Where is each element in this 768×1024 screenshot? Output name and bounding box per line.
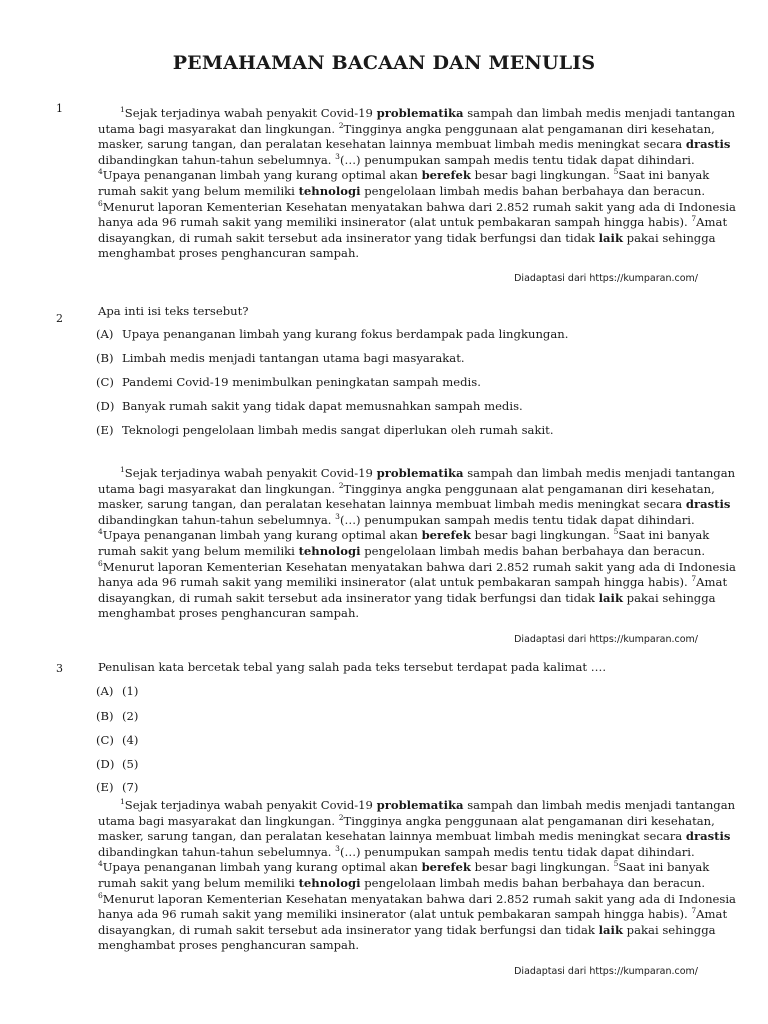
passage-text: Amat <box>696 907 728 922</box>
answer-option[interactable] <box>96 327 568 341</box>
passage-text: pakai sehingga <box>622 230 716 245</box>
passage-text: Sejak terjadinya wabah penyakit Covid-19 <box>124 466 377 480</box>
passage-text: Sejak terjadinya wabah penyakit Covid-19 <box>124 798 377 812</box>
sentence-number: 3 <box>335 151 340 161</box>
passage-text: Upaya penanganan limbah yang kurang optimal akan <box>102 528 422 543</box>
passage-line <box>98 906 728 923</box>
sentence-number: 2 <box>338 812 344 822</box>
sentence-number: 4 <box>98 859 103 869</box>
passage-text: Saat ini banyak <box>618 168 710 183</box>
answer-option[interactable] <box>96 423 554 437</box>
option-label: (E) <box>96 780 114 794</box>
passage-line <box>98 105 736 122</box>
option-text: (1) <box>122 684 139 698</box>
option-text: (2) <box>122 709 139 723</box>
passage-text: Saat ini banyak <box>618 528 710 543</box>
passage-line <box>98 527 710 544</box>
bold-word: berefek <box>421 528 471 543</box>
sentence-number: 6 <box>98 890 103 900</box>
answer-option[interactable] <box>96 757 138 771</box>
passage-text: masker, sarung tangan, dan peralatan kesehatan lainnya membuat limbah medis meningkat secara <box>98 497 686 512</box>
passage-text: hanya ada 96 rumah sakit yang memiliki insinerator (alat untuk pembakaran sampah hingga habis). <box>98 575 692 590</box>
passage-line <box>98 137 731 153</box>
sentence-number: 7 <box>691 574 697 584</box>
option-label: (B) <box>96 709 114 723</box>
passage-text: Sejak terjadinya wabah penyakit Covid-19 <box>124 106 377 120</box>
question-text: Apa inti isi teks tersebut? <box>98 304 249 318</box>
passage-text: Amat <box>696 575 728 590</box>
passage-line <box>98 845 704 861</box>
passage-line <box>98 230 716 247</box>
passage-text: masker, sarung tangan, dan peralatan kesehatan lainnya membuat limbah medis meningkat secara <box>98 829 686 844</box>
passage-text: Amat <box>696 215 728 230</box>
bold-word: drastis <box>685 137 731 152</box>
passage-text: rumah sakit yang belum memiliki <box>98 183 299 198</box>
passage-text: Menurut laporan Kementerian Kesehatan menyatakan bahwa dari 2.852 rumah sakit yang ada di Indonesia <box>102 891 736 906</box>
passage-text: besar bagi lingkungan. <box>470 860 614 875</box>
passage-text: hanya ada 96 rumah sakit yang memiliki insinerator (alat untuk pembakaran sampah hingga habis). <box>98 215 692 230</box>
bold-word: laik <box>598 590 623 605</box>
bold-word: problematika <box>376 798 464 812</box>
option-label: (B) <box>96 351 114 365</box>
option-label: (C) <box>96 733 114 747</box>
answer-option[interactable] <box>96 684 138 698</box>
passage-text: Saat ini banyak <box>618 860 710 875</box>
sentence-number: 6 <box>98 198 103 208</box>
bold-word: berefek <box>421 168 471 183</box>
bold-word: tehnologi <box>298 543 361 558</box>
passage-line <box>98 120 715 138</box>
option-text: (4) <box>122 733 139 747</box>
passage-line <box>98 606 704 622</box>
option-text: Pandemi Covid-19 menimbulkan peningkatan sampah medis. <box>122 375 481 389</box>
option-label: (A) <box>96 327 114 341</box>
question-number: 2 <box>56 312 63 325</box>
passage-text: menghambat proses penghancuran sampah. <box>98 246 360 261</box>
passage-text: masker, sarung tangan, dan peralatan kesehatan lainnya membuat limbah medis meningkat secara <box>98 137 686 152</box>
answer-option[interactable] <box>96 351 465 365</box>
passage-source: Diadaptasi dari https://kumparan.com/ <box>514 966 698 977</box>
passage-text: pengelolaan limbah medis bahan berbahaya dan beracun. <box>360 543 706 558</box>
passage-text: sampah dan limbah medis menjadi tantangan <box>463 798 736 812</box>
passage-text: Tingginya angka penggunaan alat pengamanan diri kesehatan, <box>343 813 715 828</box>
bold-word: tehnologi <box>298 875 361 890</box>
sentence-number: 7 <box>691 214 697 224</box>
passage-text: dibandingkan tahun-tahun sebelumnya. <box>98 844 336 859</box>
page-title: PEMAHAMAN BACAAN DAN MENULIS <box>172 52 596 74</box>
passage-line <box>98 890 736 908</box>
passage-text: besar bagi lingkungan. <box>470 528 614 543</box>
passage-line <box>98 922 716 939</box>
passage-text: menghambat proses penghancuran sampah. <box>98 606 360 621</box>
option-label: (D) <box>96 757 115 771</box>
option-label: (D) <box>96 399 115 413</box>
passage-line <box>98 829 731 845</box>
passage-text: disayangkan, di rumah sakit tersebut ada insinerator yang tidak berfungsi dan tidak <box>98 230 599 245</box>
reading-passage <box>98 105 736 262</box>
bold-word: drastis <box>685 829 731 844</box>
passage-line <box>98 198 736 216</box>
sentence-number: 7 <box>691 906 697 916</box>
sentence-number: 3 <box>335 511 340 521</box>
option-label: (A) <box>96 684 114 698</box>
answer-option[interactable] <box>96 733 138 747</box>
passage-text: besar bagi lingkungan. <box>470 168 614 183</box>
passage-line <box>98 167 710 184</box>
passage-text: sampah dan limbah medis menjadi tantangan <box>463 466 736 480</box>
passage-text: disayangkan, di rumah sakit tersebut ada insinerator yang tidak berfungsi dan tidak <box>98 590 599 605</box>
passage-line <box>98 797 736 814</box>
sentence-number: 5 <box>613 527 619 537</box>
answer-option[interactable] <box>96 780 138 794</box>
answer-option[interactable] <box>96 375 481 389</box>
passage-line <box>98 465 736 482</box>
passage-line <box>98 938 704 954</box>
reading-passage <box>98 797 736 954</box>
question-number: 3 <box>56 662 63 675</box>
passage-text: rumah sakit yang belum memiliki <box>98 875 299 890</box>
passage-source: Diadaptasi dari https://kumparan.com/ <box>514 634 698 645</box>
option-text: Banyak rumah sakit yang tidak dapat memusnahkan sampah medis. <box>122 399 523 413</box>
passage-text: dibandingkan tahun-tahun sebelumnya. <box>98 512 336 527</box>
passage-line <box>98 214 728 231</box>
option-text: Teknologi pengelolaan limbah medis sangat diperlukan oleh rumah sakit. <box>122 423 554 437</box>
option-text: Limbah medis menjadi tantangan utama bagi masyarakat. <box>122 351 465 365</box>
sentence-number: 1 <box>120 105 125 115</box>
passage-line <box>98 590 716 607</box>
option-text: Upaya penanganan limbah yang kurang fokus berdampak pada lingkungan. <box>122 327 569 341</box>
passage-text: Upaya penanganan limbah yang kurang optimal akan <box>102 168 422 183</box>
sentence-number: 5 <box>613 167 619 177</box>
bold-word: tehnologi <box>298 183 361 198</box>
bold-word: drastis <box>685 497 731 512</box>
sentence-number: 2 <box>338 480 344 490</box>
passage-line <box>98 513 704 529</box>
passage-text: pakai sehingga <box>622 590 716 605</box>
passage-text: Tingginya angka penggunaan alat pengamanan diri kesehatan, <box>343 121 715 136</box>
passage-line <box>98 574 728 591</box>
passage-text: Upaya penanganan limbah yang kurang optimal akan <box>102 860 422 875</box>
passage-text: Menurut laporan Kementerian Kesehatan menyatakan bahwa dari 2.852 rumah sakit yang ada di Indonesia <box>102 199 736 214</box>
passage-text: utama bagi masyarakat dan lingkungan. <box>98 813 339 828</box>
bold-word: problematika <box>376 466 464 480</box>
sentence-number: 2 <box>338 120 344 130</box>
answer-option[interactable] <box>96 709 138 723</box>
passage-text: pengelolaan limbah medis bahan berbahaya dan beracun. <box>360 183 706 198</box>
passage-text: Tingginya angka penggunaan alat pengamanan diri kesehatan, <box>343 481 715 496</box>
passage-text: utama bagi masyarakat dan lingkungan. <box>98 121 339 136</box>
passage-line <box>98 497 731 513</box>
option-label: (C) <box>96 375 114 389</box>
passage-line <box>98 246 704 262</box>
sentence-number: 1 <box>120 797 125 807</box>
sentence-number: 3 <box>335 843 340 853</box>
passage-text: pengelolaan limbah medis bahan berbahaya dan beracun. <box>360 875 706 890</box>
answer-option[interactable] <box>96 399 523 413</box>
passage-text: (…) penumpukan sampah medis tentu tidak dapat dihindari. <box>339 512 695 527</box>
passage-text: utama bagi masyarakat dan lingkungan. <box>98 481 339 496</box>
question-text: Penulisan kata bercetak tebal yang salah pada teks tersebut terdapat pada kalimat …. <box>98 660 607 674</box>
passage-line <box>98 480 715 498</box>
question-number: 1 <box>56 102 63 115</box>
option-label: (E) <box>96 423 114 437</box>
passage-text: Menurut laporan Kementerian Kesehatan menyatakan bahwa dari 2.852 rumah sakit yang ada di Indonesia <box>102 559 736 574</box>
option-text: (7) <box>122 780 139 794</box>
passage-line <box>98 153 704 169</box>
passage-text: pakai sehingga <box>622 922 716 937</box>
option-text: (5) <box>122 757 139 771</box>
sentence-number: 4 <box>98 527 103 537</box>
passage-line <box>98 184 704 200</box>
bold-word: laik <box>598 922 623 937</box>
passage-text: (…) penumpukan sampah medis tentu tidak dapat dihindari. <box>339 844 695 859</box>
bold-word: problematika <box>376 106 464 120</box>
passage-text: disayangkan, di rumah sakit tersebut ada insinerator yang tidak berfungsi dan tidak <box>98 922 599 937</box>
passage-text: sampah dan limbah medis menjadi tantangan <box>463 106 736 120</box>
passage-text: rumah sakit yang belum memiliki <box>98 543 299 558</box>
sentence-number: 6 <box>98 558 103 568</box>
bold-word: laik <box>598 230 623 245</box>
passage-text: (…) penumpukan sampah medis tentu tidak dapat dihindari. <box>339 152 695 167</box>
passage-line <box>98 859 710 876</box>
reading-passage <box>98 465 736 622</box>
passage-source: Diadaptasi dari https://kumparan.com/ <box>514 273 698 284</box>
passage-text: dibandingkan tahun-tahun sebelumnya. <box>98 152 336 167</box>
passage-text: menghambat proses penghancuran sampah. <box>98 938 360 953</box>
bold-word: berefek <box>421 860 471 875</box>
passage-line <box>98 812 715 830</box>
passage-line <box>98 876 704 892</box>
sentence-number: 5 <box>613 859 619 869</box>
passage-line <box>98 558 736 576</box>
sentence-number: 4 <box>98 167 103 177</box>
sentence-number: 1 <box>120 465 125 475</box>
passage-text: hanya ada 96 rumah sakit yang memiliki insinerator (alat untuk pembakaran sampah hingga habis). <box>98 907 692 922</box>
passage-line <box>98 544 704 560</box>
